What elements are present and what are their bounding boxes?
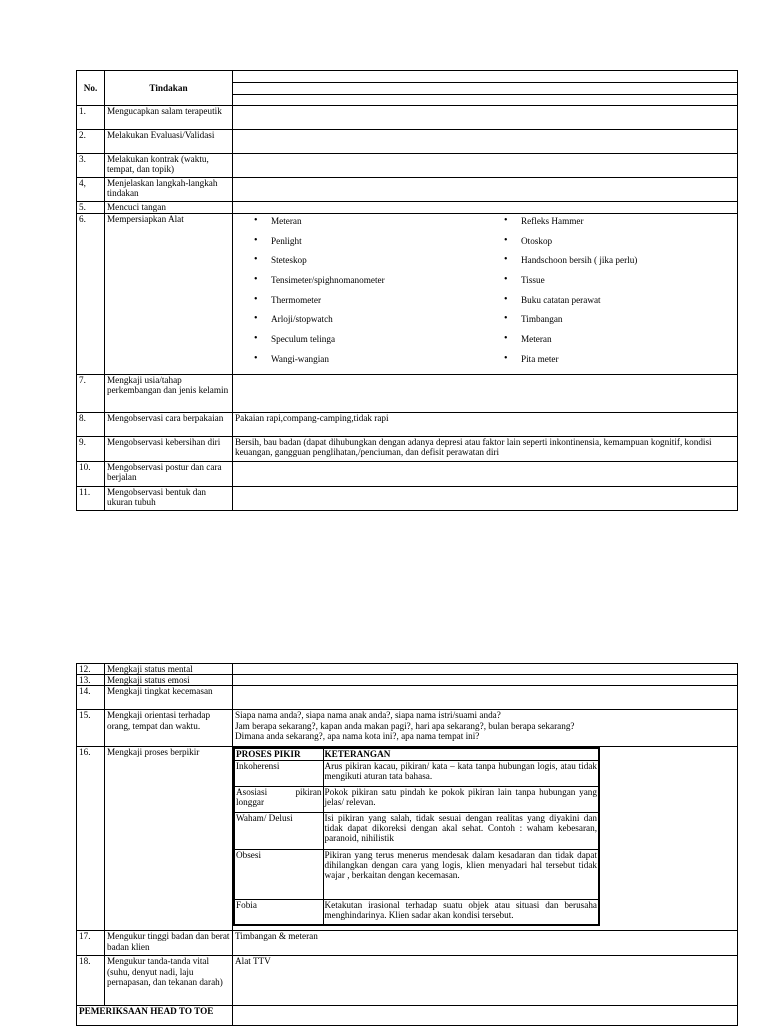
row-keterangan [233,178,738,202]
row-tindakan: Menjelaskan langkah-langkah tindakan [105,178,233,202]
row-no: 15. [77,710,105,747]
alat-item: • Meteran [521,334,735,354]
alat-item: • Steteskop [271,255,485,275]
row-keterangan: Bersih, bau badan (dapat dihubungkan dengan adanya depresi atau faktor lain seperti inkontinensia, kemampuan kognitif, kondisi keuangan, gangguan penglihatan,/penciuman, dan defisit perawatan diri [233,436,738,461]
alat-item: • Arloji/stopwatch [271,314,485,334]
row-no: 14. [77,686,105,710]
row-keterangan [233,664,738,675]
row-no: 9. [77,436,105,461]
row-no: 10. [77,461,105,486]
table-row [77,436,738,461]
pp-keterangan: Pikiran yang terus menerus mendesak dalam kesadaran dan tidak dapat dihilangkan dengan cara yang logis, klien menyadari hal tersebut tidak wajar , berkaitan dengan kecemasan. [323,849,599,899]
row-no: 5. [77,202,105,214]
table-row [77,178,738,202]
alat-list-right [485,216,735,374]
header-blank-line [233,71,737,83]
row-tindakan: Mengkaji status mental [105,664,233,675]
table-row [77,486,738,510]
pp-istilah: Inkoherensi [234,760,323,786]
row-tindakan: Melakukan kontrak (waktu, tempat, dan topik) [105,154,233,178]
table-row [77,412,738,436]
header-no: No. [77,71,105,106]
row-tindakan: Mengkaji orientasi terhadap orang, tempat dan waktu. [105,710,233,747]
table-row [77,461,738,486]
row-tindakan: Mengobservasi kebersihan diri [105,436,233,461]
alat-item: • Wangi-wangian [271,354,485,374]
pp-keterangan: Pokok pikiran satu pindah ke pokok pikiran lain tanpa hubungan yang jelas/ relevan. [323,786,599,812]
table-row [77,931,738,956]
table-row-orientasi [77,710,738,747]
pp-header-istilah: PROSES PIKIR [234,748,323,760]
pp-row [234,849,599,899]
row-keterangan [233,154,738,178]
table-row [77,154,738,178]
row-tindakan: Mempersiapkan Alat [105,214,233,375]
row-no: 8. [77,412,105,436]
pp-keterangan: Isi pikiran yang salah, tidak sesuai dengan realitas yang diyakini dan tidak dapat dikoreksi dengan akal sehat. Contoh : waham kebesaran, paranoid, nihilistik [323,812,599,849]
row-no: 16. [77,747,105,931]
alat-item: • Penlight [271,236,485,256]
alat-item: • Otoskop [521,236,735,256]
pp-istilah: Fobia [234,899,323,925]
alat-item: • Buku catatan perawat [521,295,735,315]
table-row [77,202,738,214]
pp-istilah: Asosiasi pikiran longgar [234,786,323,812]
table-row [77,956,738,1006]
proses-pikir-cell [233,747,738,931]
table-header-row [77,71,738,106]
row-keterangan [233,461,738,486]
alat-list-cell [233,214,738,375]
table-row-proses-pikir [77,747,738,931]
row-no: 1. [77,106,105,130]
pp-row [234,899,599,925]
row-no: 2. [77,130,105,154]
header-tindakan: Tindakan [105,71,233,106]
alat-item: • Speculum telinga [271,334,485,354]
pp-keterangan: Arus pikiran kacau, pikiran/ kata – kata tanpa hubungan logis, atau tidak mengikuti aturan tata bahasa. [323,760,599,786]
row-tindakan: Mengukur tanda-tanda vital (suhu, denyut nadi, laju pernapasan, dan tekanan darah) [105,956,233,1006]
row-no: 6. [77,214,105,375]
table-row-head-to-toe [77,1006,738,1026]
table-row [77,675,738,686]
pp-row [234,812,599,849]
row-tindakan: Mengobservasi cara berpakaian [105,412,233,436]
procedure-table-1 [76,70,738,511]
table-row [77,686,738,710]
row-tindakan: Melakukan Evaluasi/Validasi [105,130,233,154]
row-keterangan [233,1006,738,1026]
header-blank-line [233,95,737,105]
row-keterangan: Alat TTV [233,956,738,1006]
proses-pikir-table [233,747,600,926]
row-no: 7. [77,374,105,412]
table-row [77,374,738,412]
pp-istilah: Waham/ Delusi [234,812,323,849]
alat-list-left [235,216,485,374]
row-keterangan [233,374,738,412]
row-keterangan: Timbangan & meteran [233,931,738,956]
row-keterangan: Pakaian rapi,compang-camping,tidak rapi [233,412,738,436]
row-tindakan: Mengkaji proses berpikir [105,747,233,931]
row-tindakan: Mengkaji status emosi [105,675,233,686]
row-no: 4, [77,178,105,202]
header-blank-cells [233,71,738,106]
row-tindakan: Mengobservasi bentuk dan ukuran tubuh [105,486,233,510]
alat-item: • Tissue [521,275,735,295]
procedure-table-2 [76,663,738,1026]
row-tindakan: Mengobservasi postur dan cara berjalan [105,461,233,486]
row-tindakan: Mengkaji usia/tahap perkembangan dan jenis kelamin [105,374,233,412]
row-keterangan [233,130,738,154]
row-tindakan: Mencuci tangan [105,202,233,214]
pp-header-row [234,748,599,760]
row-keterangan [233,486,738,510]
row-tindakan: Mengucapkan salam terapeutik [105,106,233,130]
orientasi-line: Dimana anda sekarang?, apa nama kota ini?, apa nama tempat ini? [235,730,480,741]
row-keterangan [233,202,738,214]
pp-keterangan: Ketakutan irasional terhadap suatu objek atau situasi dan berusaha menghindarinya. Klien sadar akan kondisi tersebut. [323,899,599,925]
row-keterangan [233,675,738,686]
alat-item: • Thermometer [271,295,485,315]
alat-item: • Meteran [271,216,485,236]
table-row [77,664,738,675]
row-keterangan [233,106,738,130]
orientasi-line: Jam berapa sekarang?, kapan anda makan pagi?, hari apa sekarang?, bulan berapa sekarang? [235,720,575,731]
alat-item: • Pita meter [521,354,735,374]
table-row [77,106,738,130]
row-keterangan [233,686,738,710]
alat-item: • Handschoon bersih ( jika perlu) [521,255,735,275]
pp-header-keterangan: KETERANGAN [323,748,599,760]
row-tindakan: Mengukur tinggi badan dan berat badan klien [105,931,233,956]
row-no: 17. [77,931,105,956]
row-no: 3. [77,154,105,178]
table-row [77,130,738,154]
orientasi-line: Siapa nama anda?, siapa nama anak anda?, siapa nama istri/suami anda? [235,710,501,721]
row-tindakan: Mengkaji tingkat kecemasan [105,686,233,710]
row-no: 11. [77,486,105,510]
pp-row [234,760,599,786]
row-no: 18. [77,956,105,1006]
alat-item: • Timbangan [521,314,735,334]
table-row-alat [77,214,738,375]
pp-istilah: Obsesi [234,849,323,899]
row-no: 13. [77,675,105,686]
pp-row [234,786,599,812]
row-no: 12. [77,664,105,675]
header-blank-line [233,83,737,95]
alat-item: • Tensimeter/spighnomanometer [271,275,485,295]
orientasi-questions [233,710,738,747]
alat-item: • Refleks Hammer [521,216,735,236]
head-to-toe-label: PEMERIKSAAN HEAD TO TOE [77,1006,233,1026]
